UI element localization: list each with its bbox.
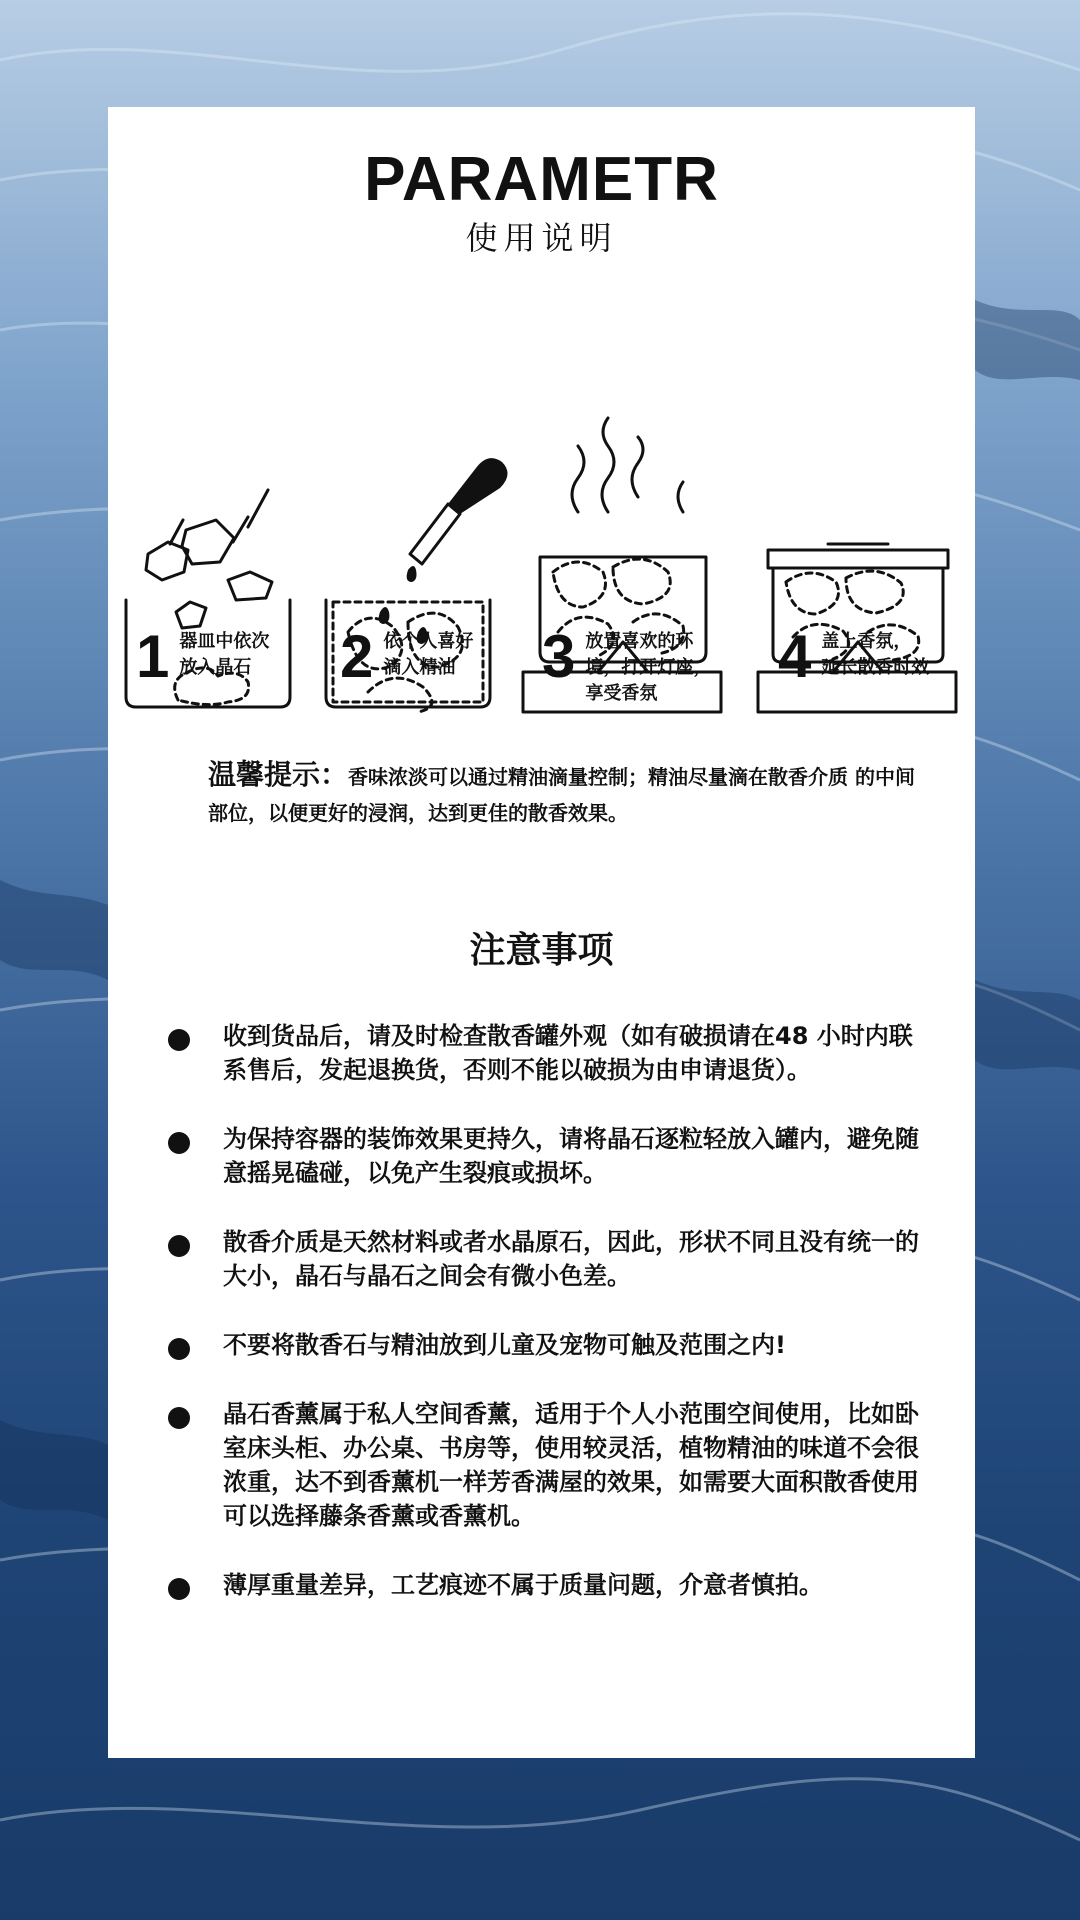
note-text: 收到货品后，请及时检查散香罐外观（如有破损请在48 小时内联系售后，发起退换货，否则不能以破损为由申请退货）。 <box>223 1022 913 1084</box>
list-item <box>168 1019 928 1087</box>
list-item <box>168 1568 928 1602</box>
bullet-icon <box>168 1338 190 1360</box>
brand-title: PARAMETR <box>364 145 719 214</box>
list-item <box>168 1225 928 1293</box>
step-1 <box>136 623 270 690</box>
step-3 <box>542 623 712 707</box>
list-item <box>168 1397 928 1533</box>
step-1-text: 器皿中依次 放入晶石 <box>179 631 270 678</box>
notes-list <box>168 1019 928 1637</box>
note-text: 不要将散香石与精油放到儿童及宠物可触及范围之内! <box>223 1331 786 1359</box>
warm-tip <box>208 757 928 831</box>
bullet-icon <box>168 1407 190 1429</box>
step-4 <box>778 623 930 690</box>
bullet-icon <box>168 1029 190 1051</box>
bullet-icon <box>168 1578 190 1600</box>
step-3-number: 3 <box>542 623 576 690</box>
step-2 <box>340 623 474 690</box>
list-item <box>168 1122 928 1190</box>
notes-title: 注意事项 <box>469 930 614 971</box>
bullet-icon <box>168 1132 190 1154</box>
list-item <box>168 1328 928 1362</box>
step-2-number: 2 <box>340 623 374 690</box>
warm-tip-label: 温馨提示： <box>208 758 349 791</box>
page-subtitle: 使用说明 <box>465 219 618 257</box>
note-text: 晶石香薰属于私人空间香薰，适用于个人小范围空间使用，比如卧室床头柜、办公桌、书房等，使用较灵活，植物精油的味道不会很浓重，达不到香薰机一样芳香满屋的效果，如需要大面积散香使用可以选择藤条香薰或香薰机。 <box>223 1400 919 1530</box>
warm-tip-text: 香味浓淡可以通过精油滴量控制；精油尽量滴在散香介质 的中间部位，以便更好的浸润，达到更佳的散香效果。 <box>208 765 915 825</box>
step-2-text: 依个人喜好 滴入精油 <box>383 631 474 678</box>
note-text: 为保持容器的装饰效果更持久，请将晶石逐粒轻放入罐内，避免随意摇晃磕碰，以免产生裂痕或损坏。 <box>223 1125 919 1187</box>
instruction-card <box>108 107 975 1758</box>
step-1-number: 1 <box>136 623 170 690</box>
note-text: 散香介质是天然材料或者水晶原石，因此，形状不同且没有统一的大小，晶石与晶石之间会有微小色差。 <box>223 1228 919 1290</box>
bullet-icon <box>168 1235 190 1257</box>
step-3-text: 放置喜欢的环 境，打开灯座， 享受香氛 <box>585 631 712 704</box>
step-4-number: 4 <box>778 623 812 690</box>
step-4-text: 盖上香氛， 延长散香时效 <box>821 631 930 678</box>
note-text: 薄厚重量差异，工艺痕迹不属于质量问题，介意者慎拍。 <box>223 1571 823 1599</box>
